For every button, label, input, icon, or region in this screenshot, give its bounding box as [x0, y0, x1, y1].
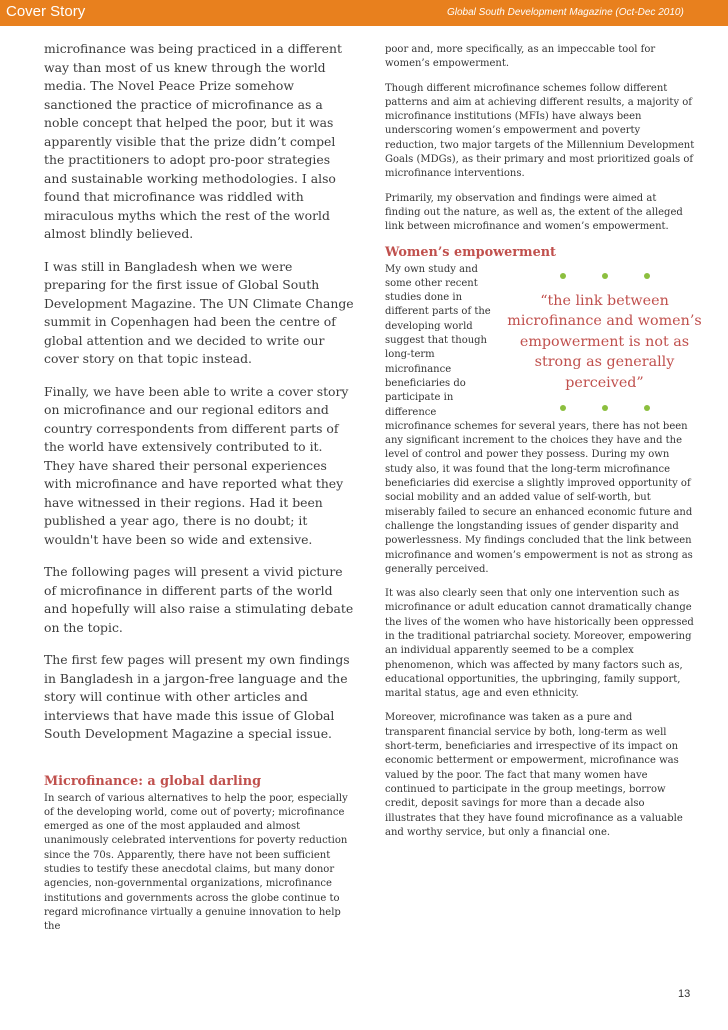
- subhead-womens-empowerment: Women’s empowerment: [385, 244, 556, 260]
- paragraph: microfinance was being practiced in a different way than most of us knew through the world media. The Novel Peace Prize somehow sanctioned the practice of microfinance as a noble concept that helped the poor, but it was apparently visible that the prize didn’t compel the practitioners to adopt pro-poor strategies and sustainable working methodologies. I also found that microfinance was riddled with miraculous myths which the rest of the world almost blindly believed.: [44, 41, 342, 241]
- dot-icon: [644, 405, 650, 411]
- paragraph: In search of various alternatives to help the poor, especially of the developing world, come out of poverty; microfinance emerged as one of the most applauded and almost unanimously celebrated interventions for poverty reduction since the 70s. Apparently, there have not been sufficient studies to testify these anecdotal claims, but many donor agencies, non-governmental organizations, microfinance institutions and governments across the globe continue to regard microfinance virtually a genuine innovation to help the: [44, 792, 348, 933]
- paragraph: The first few pages will present my own findings in Bangladesh in a jargon-free language and the story will continue with other articles and interviews that have made this issue of Global South Development Magazine a special issue.: [44, 652, 350, 741]
- magazine-title: Global South Development Magazine (Oct-Dec 2010): [447, 7, 684, 18]
- dots-bottom: [502, 399, 707, 417]
- dot-icon: [560, 273, 566, 279]
- dot-icon: [644, 273, 650, 279]
- paragraph: Moreover, microfinance was taken as a pure and transparent financial service by both, long-term as well short-term, beneficiaries and irrespective of its impact on economic betterment or empowerment, microfinance was valued by the poor. The fact that many women have continued to participate in the group meetings, borrow credit, deposit savings for more than a decade also illustrates that they have found microfinance as a valuable and worthy service, but only a financial one.: [385, 712, 683, 838]
- paragraph: Primarily, my observation and findings were aimed at finding out the nature, as well as, the extent of the alleged link between microfinance and women’s empowerment.: [385, 192, 683, 233]
- global-darling-text: [44, 792, 354, 935]
- right-column: [385, 43, 702, 850]
- paragraph: My own study and some other recent studies done in different parts of the developing world suggest that though long-term microfinance beneficiaries do participate in difference microfinance schemes for several years, there has not been any significant increment to the choices they have and the level of control and power they possess. During my own study also, it was found that the long-term microfinance beneficiaries did exercise a slightly improved opportunity of social mobility and an added value of self-worth, but miserably failed to secure an enhanced economic future and challenge the longstanding issues of gender disparity and powerlessness. My findings concluded that the link between microfinance and women’s empowerment is not as strong as generally perceived.: [385, 263, 693, 575]
- paragraph: It was also clearly seen that only one intervention such as microfinance or adult education cannot dramatically change the lives of the women who have historically been oppressed in the traditional patriarchal society. Moreover, empowering an individual apparently seemed to be a complex phenomenon, which was affected by many factors such as, educational opportunities, the upbringing, family support, marital status, age and even ethnicity.: [385, 588, 694, 700]
- dot-icon: [602, 273, 608, 279]
- pull-quote: [502, 267, 707, 418]
- paragraph: poor and, more specifically, as an impeccable tool for women’s empowerment.: [385, 44, 656, 70]
- page-number: 13: [678, 988, 691, 1000]
- section-title: Cover Story: [6, 3, 86, 20]
- paragraph: Though different microfinance schemes follow different patterns and aim at achieving different results, a majority of microfinance institutions (MFIs) have always been underscoring women’s empowerment and poverty reduction, two major targets of the Millennium Development Goals (MDGs), as their primary and most prioritized goals of microfinance interventions.: [385, 82, 695, 180]
- paragraph: I was still in Bangladesh when we were preparing for the first issue of Global South Development Magazine. The UN Climate Change summit in Copenhagen had been the centre of global attention and we decided to write our cover story on that topic instead.: [44, 258, 354, 366]
- page-header: [0, 0, 728, 26]
- left-column: [44, 40, 354, 944]
- intro-text: [44, 40, 354, 744]
- dots-top: [502, 267, 707, 285]
- paragraph: The following pages will present a vivid picture of microfinance in different parts of the world and hopefully will also raise a stimulating debate on the topic.: [44, 564, 354, 635]
- subhead-global-darling: Microfinance: a global darling: [44, 773, 262, 789]
- pull-quote-text: “the link between microfinance and women’s empowerment is not as strong as generally perceived”: [507, 292, 702, 391]
- dot-icon: [560, 405, 566, 411]
- paragraph: Finally, we have been able to write a cover story on microfinance and our regional editors and country correspondents from different parts of the world have extensively contributed to it. They have shared their personal experiences with microfinance and have reported what they have witnessed in their regions. Had it been published a year ago, there is no doubt; it wouldn't have been so wide and extensive.: [44, 383, 349, 547]
- dot-icon: [602, 405, 608, 411]
